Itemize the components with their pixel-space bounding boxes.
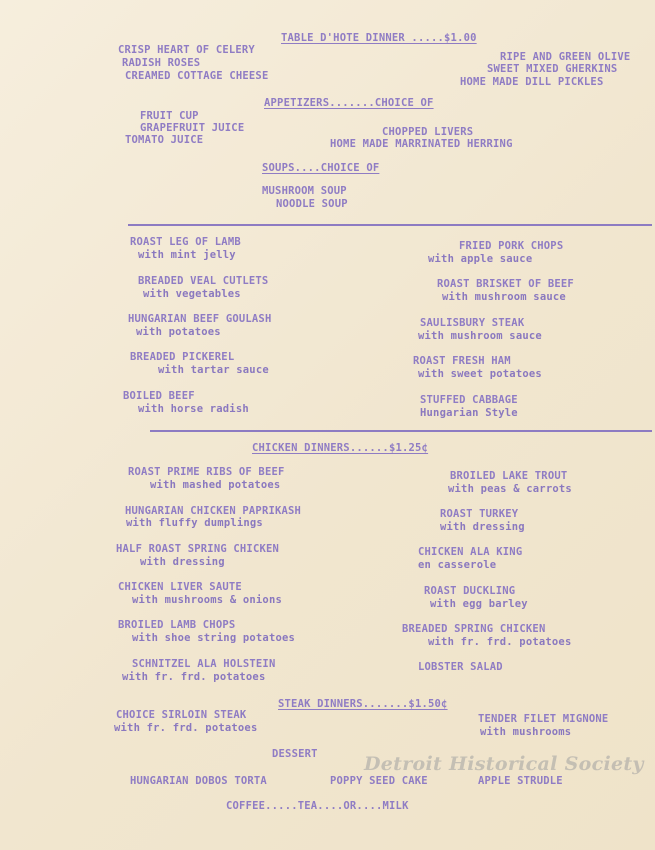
appetizer-item: TOMATO JUICE: [125, 134, 204, 146]
entree-name: BREADED PICKEREL: [130, 351, 235, 363]
chicken-item-name: ROAST PRIME RIBS OF BEEF: [128, 466, 285, 478]
starter-right: RIPE AND GREEN OLIVE: [500, 51, 631, 63]
chicken-item-name: CHICKEN LIVER SAUTE: [118, 581, 242, 593]
steak-item-side: with fr. frd. potatoes: [114, 722, 258, 734]
chicken-item-side: with mushrooms & onions: [132, 594, 282, 606]
chicken-item-name: BROILED LAMB CHOPS: [118, 619, 236, 631]
chicken-item-name: ROAST DUCKLING: [424, 585, 516, 597]
starter-left: CREAMED COTTAGE CHEESE: [125, 70, 269, 82]
chicken-item-side: with dressing: [440, 521, 525, 533]
appetizer-item: FRUIT CUP: [140, 110, 199, 122]
dessert-title: DESSERT: [272, 748, 318, 760]
chicken-item-name: LOBSTER SALAD: [418, 661, 503, 673]
dessert-item: HUNGARIAN DOBOS TORTA: [130, 775, 267, 787]
entree-side: with apple sauce: [428, 253, 533, 265]
steak-dinners-title: STEAK DINNERS.......$1.50¢: [278, 698, 448, 710]
entree-name: STUFFED CABBAGE: [420, 394, 518, 406]
entree-side: with tartar sauce: [158, 364, 269, 376]
section-divider: [128, 224, 652, 226]
appetizer-item: GRAPEFRUIT JUICE: [140, 122, 245, 134]
chicken-item-side: with peas & carrots: [448, 483, 572, 495]
entree-side: with sweet potatoes: [418, 368, 542, 380]
entree-name: ROAST LEG OF LAMB: [130, 236, 241, 248]
entree-side: Hungarian Style: [420, 407, 518, 419]
steak-item-name: TENDER FILET MIGNONE: [478, 713, 609, 725]
dessert-item: APPLE STRUDLE: [478, 775, 563, 787]
chicken-item-side: with mashed potatoes: [150, 479, 281, 491]
starter-right: SWEET MIXED GHERKINS: [487, 63, 618, 75]
starter-left: CRISP HEART OF CELERY: [118, 44, 255, 56]
steak-item-side: with mushrooms: [480, 726, 572, 738]
chicken-item-name: SCHNITZEL ALA HOLSTEIN: [132, 658, 276, 670]
chicken-item-name: ROAST TURKEY: [440, 508, 519, 520]
chicken-item-side: with fr. frd. potatoes: [428, 636, 572, 648]
entree-name: BREADED VEAL CUTLETS: [138, 275, 269, 287]
table-dhote-title: TABLE D'HOTE DINNER .....$1.00: [281, 32, 477, 44]
entree-name: BOILED BEEF: [123, 390, 195, 402]
chicken-dinners-title: CHICKEN DINNERS......$1.25¢: [252, 442, 429, 454]
chicken-item-side: with fr. frd. potatoes: [122, 671, 266, 683]
museum-watermark: Detroit Historical Society: [364, 753, 644, 775]
entree-side: with mushroom sauce: [418, 330, 542, 342]
chicken-item-name: BREADED SPRING CHICKEN: [402, 623, 546, 635]
starter-left: RADISH ROSES: [122, 57, 201, 69]
entree-name: FRIED PORK CHOPS: [459, 240, 564, 252]
entree-side: with potatoes: [136, 326, 221, 338]
starter-right: HOME MADE DILL PICKLES: [460, 76, 604, 88]
chicken-item-side: with shoe string potatoes: [132, 632, 296, 644]
entree-side: with mint jelly: [138, 249, 236, 261]
chicken-item-name: HALF ROAST SPRING CHICKEN: [116, 543, 280, 555]
entree-name: HUNGARIAN BEEF GOULASH: [128, 313, 272, 325]
chicken-item-side: with egg barley: [430, 598, 528, 610]
chicken-item-name: BROILED LAKE TROUT: [450, 470, 568, 482]
dessert-item: POPPY SEED CAKE: [330, 775, 428, 787]
chicken-item-name: HUNGARIAN CHICKEN PAPRIKASH: [125, 505, 302, 517]
entree-side: with horse radish: [138, 403, 249, 415]
chicken-item-side: en casserole: [418, 559, 497, 571]
entree-name: ROAST BRISKET OF BEEF: [437, 278, 574, 290]
entree-side: with mushroom sauce: [442, 291, 566, 303]
chicken-item-name: CHICKEN ALA KING: [418, 546, 523, 558]
entree-name: SAULISBURY STEAK: [420, 317, 525, 329]
appetizer-item: CHOPPED LIVERS: [382, 126, 474, 138]
entree-side: with vegetables: [143, 288, 241, 300]
steak-item-name: CHOICE SIRLOIN STEAK: [116, 709, 247, 721]
chicken-item-side: with fluffy dumplings: [126, 517, 263, 529]
appetizers-title: APPETIZERS.......CHOICE OF: [264, 97, 434, 109]
appetizer-item: HOME MADE MARRINATED HERRING: [330, 138, 513, 150]
soup-item: NOODLE SOUP: [276, 198, 348, 210]
soups-title: SOUPS....CHOICE OF: [262, 162, 380, 174]
chicken-item-side: with dressing: [140, 556, 225, 568]
entree-name: ROAST FRESH HAM: [413, 355, 511, 367]
beverages-line: COFFEE.....TEA....OR....MILK: [226, 800, 409, 812]
soup-item: MUSHROOM SOUP: [262, 185, 347, 197]
section-divider: [150, 430, 652, 432]
